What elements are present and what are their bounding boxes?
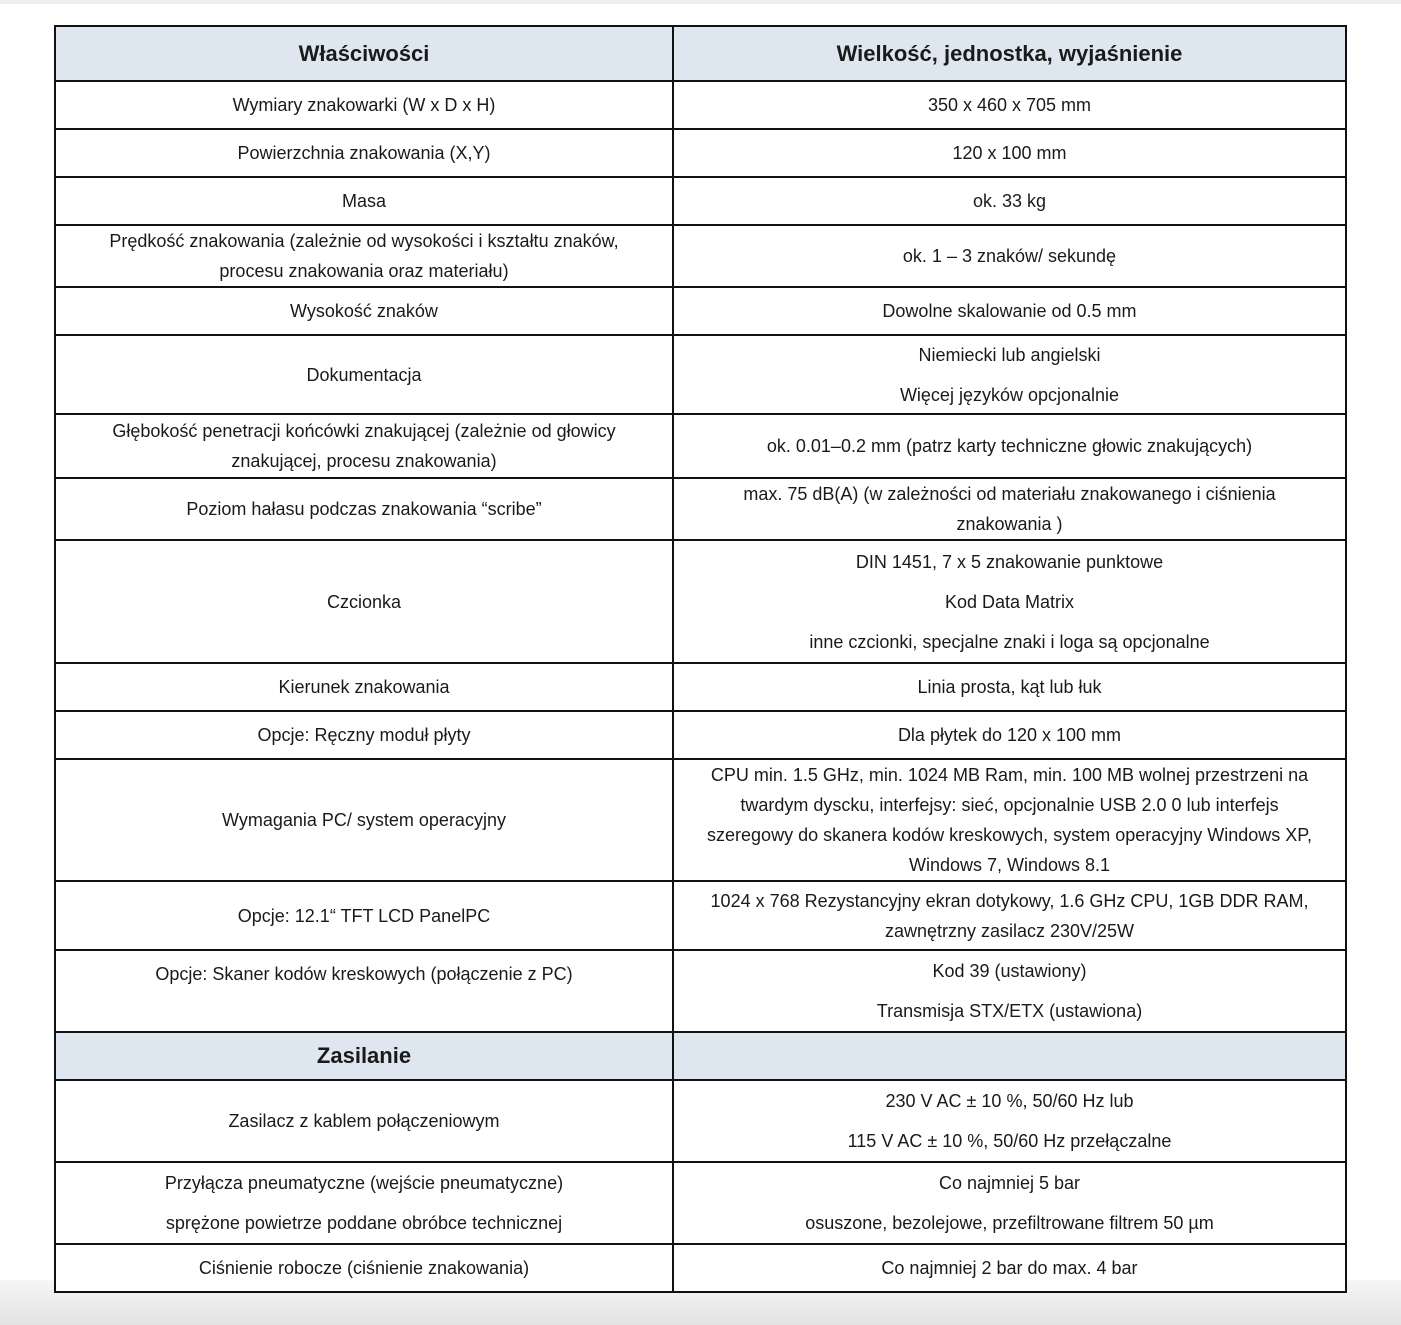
cell-text: ok. 33 kg (972, 191, 1047, 211)
cell-text: znakowania ) (956, 514, 1063, 534)
cell-text: 350 x 460 x 705 mm (927, 95, 1092, 115)
table-row (55, 414, 1346, 478)
cell-text: twardym dyscku, interfejsy: sieć, opcjonalnie USB 2.0 0 lub interfejs (740, 795, 1279, 815)
value-cell (673, 335, 1346, 414)
cell-text: Niemiecki lub angielski (918, 344, 1101, 365)
cell-text: 1024 x 768 Rezystancyjny ekran dotykowy, 1.6 GHz CPU, 1GB DDR RAM, (710, 890, 1309, 911)
value-cell (673, 177, 1346, 225)
property-cell (55, 881, 673, 950)
table-row (55, 1080, 1346, 1162)
cell-text: DIN 1451, 7 x 5 znakowanie punktowe (855, 551, 1164, 572)
cell-text: ok. 0.01–0.2 mm (patrz karty techniczne głowic znakujących) (766, 436, 1253, 456)
table-row (55, 335, 1346, 414)
cell-text: zawnętrzny zasilacz 230V/25W (884, 920, 1135, 941)
cell-text: Co najmniej 2 bar do max. 4 bar (881, 1258, 1138, 1278)
cell-text: Dla płytek do 120 x 100 mm (897, 725, 1122, 745)
property-cell (55, 663, 673, 711)
cell-text: procesu znakowania oraz materiału) (219, 261, 509, 281)
value-cell (673, 414, 1346, 478)
value-cell (673, 540, 1346, 663)
value-cell (673, 81, 1346, 129)
cell-text: Przyłącza pneumatyczne (wejście pneumatyczne) (164, 1173, 564, 1193)
table-row (55, 759, 1346, 881)
value-cell (673, 663, 1346, 711)
property-cell (55, 335, 673, 414)
cell-text: Linia prosta, kąt lub łuk (917, 677, 1102, 697)
cell-text: osuszone, bezolejowe, przefiltrowane filtrem 50 µm (805, 1213, 1214, 1233)
spec-table (54, 25, 1347, 1293)
cell-text: max. 75 dB(A) (w zależności od materiału znakowanego i ciśnienia (743, 484, 1276, 504)
cell-text: Windows 7, Windows 8.1 (908, 855, 1111, 875)
cell-text: Poziom hałasu podczas znakowania “scribe” (186, 499, 542, 519)
cell-text: Opcje: Ręczny moduł płyty (257, 725, 471, 745)
cell-text: Powierzchnia znakowania (X,Y) (237, 143, 491, 163)
property-cell (55, 177, 673, 225)
property-cell (55, 711, 673, 759)
cell-text: Prędkość znakowania (zależnie od wysokości i kształtu znaków, (109, 231, 619, 251)
cell-text: Więcej języków opcjonalnie (899, 384, 1120, 405)
property-cell (55, 287, 673, 335)
cell-text: sprężone powietrze poddane obróbce technicznej (165, 1213, 563, 1233)
cell-text: Masa (341, 191, 386, 211)
value-cell (673, 129, 1346, 177)
cell-text: znakującej, procesu znakowania) (231, 451, 497, 471)
table-row (55, 177, 1346, 225)
cell-text: inne czcionki, specjalne znaki i loga są opcjonalne (809, 631, 1210, 652)
cell-text: Wysokość znaków (290, 301, 438, 321)
cell-text: Wymiary znakowarki (W x D x H) (232, 95, 496, 115)
property-cell (55, 1162, 673, 1244)
cell-text: Wymagania PC/ system operacyjny (222, 810, 506, 830)
property-cell (55, 950, 673, 1032)
table-row (55, 478, 1346, 540)
value-cell (673, 950, 1346, 1032)
cell-text: 120 x 100 mm (952, 143, 1067, 163)
property-cell (55, 1244, 673, 1292)
table-row (55, 129, 1346, 177)
cell-text: Dokumentacja (306, 364, 422, 385)
cell-text: Opcje: 12.1“ TFT LCD PanelPC (237, 905, 491, 926)
header-values: Wielkość, jednostka, wyjaśnienie (673, 26, 1346, 81)
section-title: Zasilanie (55, 1032, 673, 1080)
value-cell (673, 1162, 1346, 1244)
property-cell (55, 225, 673, 287)
cell-text: 115 V AC ± 10 %, 50/60 Hz przełączalne (847, 1131, 1172, 1151)
cell-text: Ciśnienie robocze (ciśnienie znakowania) (198, 1258, 530, 1278)
cell-text: ok. 1 – 3 znaków/ sekundę (902, 246, 1117, 266)
header-properties: Właściwości (55, 26, 673, 81)
table-row (55, 1162, 1346, 1244)
property-cell (55, 414, 673, 478)
header-row (55, 26, 1346, 81)
value-cell (673, 1080, 1346, 1162)
top-edge (0, 0, 1401, 4)
cell-text: szeregowy do skanera kodów kreskowych, system operacyjny Windows XP, (707, 825, 1312, 845)
property-cell (55, 1080, 673, 1162)
cell-text: 230 V AC ± 10 %, 50/60 Hz lub (885, 1091, 1134, 1111)
table-row (55, 711, 1346, 759)
value-cell (673, 1244, 1346, 1292)
cell-text: Co najmniej 5 bar (938, 1173, 1081, 1193)
table-row (55, 663, 1346, 711)
value-cell (673, 881, 1346, 950)
value-cell (673, 287, 1346, 335)
table-row (55, 540, 1346, 663)
cell-text: Transmisja STX/ETX (ustawiona) (876, 1001, 1143, 1021)
cell-text: Zasilacz z kablem połączeniowym (228, 1111, 500, 1131)
cell-text: Kod Data Matrix (944, 591, 1075, 612)
section-empty-cell (673, 1032, 1346, 1080)
cell-text: Kod 39 (ustawiony) (932, 961, 1087, 981)
value-cell (673, 225, 1346, 287)
property-cell (55, 759, 673, 881)
cell-text: Dowolne skalowanie od 0.5 mm (882, 301, 1137, 321)
cell-text: CPU min. 1.5 GHz, min. 1024 MB Ram, min. 100 MB wolnej przestrzeni na (710, 765, 1309, 785)
table-row (55, 287, 1346, 335)
table-row (55, 225, 1346, 287)
value-cell (673, 759, 1346, 881)
table-row (55, 881, 1346, 950)
cell-text: Głębokość penetracji końcówki znakującej (zależnie od głowicy (112, 421, 616, 441)
value-cell (673, 478, 1346, 540)
cell-text: Czcionka (326, 591, 402, 612)
table-row (55, 1244, 1346, 1292)
cell-text: Opcje: Skaner kodów kreskowych (połączenie z PC) (155, 964, 573, 984)
value-cell (673, 711, 1346, 759)
property-cell (55, 478, 673, 540)
table-row (55, 950, 1346, 1032)
cell-text: Kierunek znakowania (278, 677, 450, 697)
property-cell (55, 81, 673, 129)
table-row (55, 81, 1346, 129)
section-row-zasilanie (55, 1032, 1346, 1080)
property-cell (55, 129, 673, 177)
property-cell (55, 540, 673, 663)
